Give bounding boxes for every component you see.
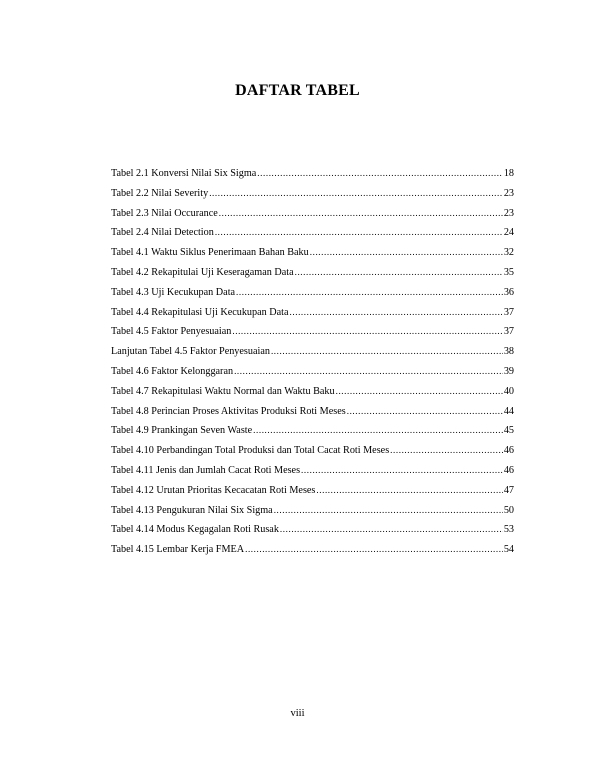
toc-entry-page: 45 [503, 425, 514, 437]
toc-entry-page: 46 [503, 445, 514, 457]
dot-leader [209, 184, 503, 204]
toc-entry[interactable] [111, 520, 514, 540]
dot-leader [253, 421, 503, 441]
dot-leader [336, 382, 503, 402]
dot-leader [257, 164, 503, 184]
toc-entry[interactable] [111, 421, 514, 441]
toc-entry-page: 54 [503, 544, 514, 556]
toc-entry-page: 35 [503, 266, 514, 278]
toc-entry-label: Tabel 4.15 Lembar Kerja FMEA [111, 544, 245, 556]
toc-entry-label: Tabel 2.1 Konversi Nilai Six Sigma [111, 168, 257, 179]
toc-entry-label: Tabel 4.7 Rekapitulasi Waktu Normal dan Waktu Baku [111, 385, 335, 397]
toc-entry[interactable] [111, 243, 514, 263]
toc-entry[interactable] [111, 441, 514, 461]
toc-entry[interactable] [111, 322, 514, 342]
dot-leader [301, 461, 503, 481]
dot-leader [219, 204, 503, 224]
toc-entry-label: Tabel 4.6 Faktor Kelonggaran [111, 365, 234, 377]
dot-leader [215, 223, 503, 243]
toc-entry-page: 18 [503, 168, 514, 179]
toc-entry-label: Tabel 4.2 Rekapitulai Uji Keseragaman Data [111, 266, 294, 278]
toc-entry-label: Tabel 4.9 Prankingan Seven Waste [111, 425, 253, 437]
toc-entry-label: Tabel 4.4 Rekapitulasi Uji Kecukupan Data [111, 306, 289, 318]
toc-entry-page: 39 [503, 365, 514, 377]
toc-entry[interactable] [111, 481, 514, 501]
dot-leader [271, 342, 503, 362]
toc-entry[interactable] [111, 501, 514, 521]
toc-entry[interactable] [111, 263, 514, 283]
dot-leader [310, 243, 503, 263]
dot-leader [280, 520, 503, 540]
toc-entry[interactable] [111, 402, 514, 422]
toc-entry-label: Tabel 4.12 Urutan Prioritas Kecacatan Roti Meses [111, 484, 316, 496]
toc-entry-label: Tabel 4.3 Uji Kecukupan Data [111, 286, 236, 298]
toc-entry-page: 38 [503, 346, 514, 358]
toc-entry-label: Tabel 2.4 Nilai Detection [111, 227, 214, 239]
page-number: viii [290, 708, 305, 719]
toc-entry[interactable] [111, 382, 514, 402]
toc-entry-page: 47 [503, 484, 514, 496]
page-title: DAFTAR TABEL [235, 82, 360, 99]
toc-entry-label: Tabel 4.1 Waktu Siklus Penerimaan Bahan Baku [111, 247, 309, 259]
toc-entry-label: Tabel 4.14 Modus Kegagalan Roti Rusak [111, 524, 279, 536]
toc-entry[interactable] [111, 342, 514, 362]
toc-entry-page: 37 [503, 326, 514, 338]
dot-leader [295, 263, 503, 283]
dot-leader [274, 501, 503, 521]
toc-entry-label: Tabel 4.8 Perincian Proses Aktivitas Produksi Roti Meses [111, 405, 346, 417]
toc-entry-page: 32 [503, 247, 514, 259]
dot-leader [232, 322, 502, 342]
toc-entry-page: 23 [503, 187, 514, 199]
toc-entry[interactable] [111, 540, 514, 560]
toc-entry[interactable] [111, 461, 514, 481]
toc-entry[interactable] [111, 283, 514, 303]
toc-entry-label: Tabel 4.10 Perbandingan Total Produksi dan Total Cacat Roti Meses [111, 445, 390, 457]
toc-entry[interactable] [111, 184, 514, 204]
dot-leader [390, 441, 503, 461]
toc-entry-page: 40 [503, 385, 514, 397]
dot-leader [316, 481, 502, 501]
toc-entry-page: 50 [503, 504, 514, 516]
dot-leader [234, 362, 503, 382]
toc-entry-page: 36 [503, 286, 514, 298]
toc-entry-page: 53 [503, 524, 514, 536]
toc-entry-label: Tabel 4.11 Jenis dan Jumlah Cacat Roti Meses [111, 464, 301, 476]
toc-entry-label: Tabel 2.3 Nilai Occurance [111, 207, 218, 219]
toc-entry-page: 46 [503, 464, 514, 476]
dot-leader [347, 402, 503, 422]
dot-leader [236, 283, 503, 303]
toc-entry[interactable] [111, 204, 514, 224]
dot-leader [290, 303, 503, 323]
toc-entry[interactable] [111, 362, 514, 382]
toc-entry-page: 23 [503, 207, 514, 219]
table-of-tables-list [111, 164, 514, 560]
toc-entry[interactable] [111, 223, 514, 243]
toc-entry-label: Tabel 4.5 Faktor Penyesuaian [111, 326, 232, 338]
toc-entry[interactable] [111, 164, 514, 184]
toc-entry-label: Tabel 2.2 Nilai Severity [111, 187, 209, 199]
dot-leader [245, 540, 503, 560]
toc-entry-label: Tabel 4.13 Pengukuran Nilai Six Sigma [111, 504, 273, 516]
toc-entry-page: 24 [503, 227, 514, 239]
toc-entry[interactable] [111, 303, 514, 323]
toc-entry-label: Lanjutan Tabel 4.5 Faktor Penyesuaian [111, 346, 270, 358]
toc-entry-page: 44 [503, 405, 514, 417]
toc-entry-page: 37 [503, 306, 514, 318]
